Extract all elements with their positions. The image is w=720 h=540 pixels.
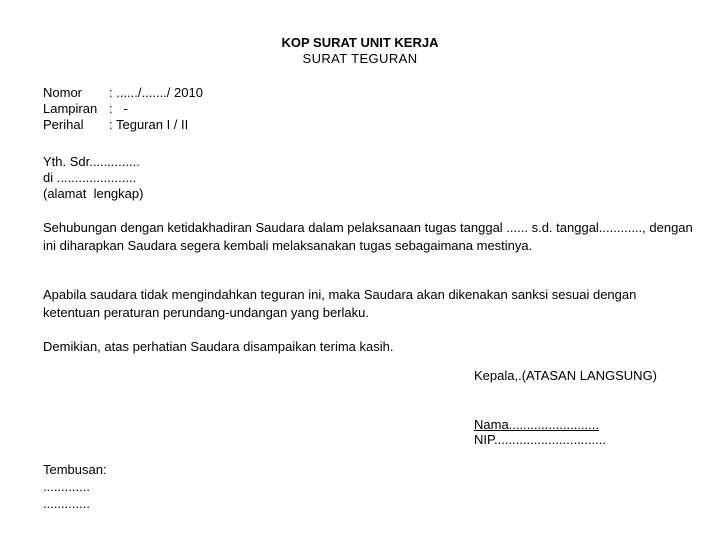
- letter-subtitle: SURAT TEGURAN: [302, 51, 418, 66]
- body-paragraph-2: Apabila saudara tidak mengindahkan teguran ini, maka Saudara akan dikenakan sanksi sesuai dengan ketentuan peraturan perundang-undangan yang berlaku.: [43, 287, 637, 320]
- meta-value: : -: [109, 101, 128, 116]
- cc-item: .............: [43, 479, 90, 494]
- signature-title: Kepala,.(ATASAN LANGSUNG): [474, 368, 658, 383]
- body-paragraph-1: Sehubungan dengan ketidakhadiran Saudara dalam pelaksanaan tugas tanggal ...... s.d. tanggal............, dengan ini diharapkan Saudara segera kembali melaksanakan tugas sebagaimana mestinya.: [43, 220, 693, 253]
- recipient-location: di ......................: [43, 170, 137, 185]
- recipient-full-address: (alamat lengkap): [43, 186, 144, 201]
- meta-label: Nomor: [43, 85, 83, 100]
- recipient-address: [43, 154, 143, 202]
- letterhead-title: KOP SURAT UNIT KERJA: [281, 35, 439, 50]
- signature-name: Nama.........................: [474, 417, 599, 432]
- signature-nip: NIP...............................: [474, 432, 606, 447]
- meta-label: Perihal: [43, 117, 84, 132]
- letter-meta: [43, 85, 203, 133]
- cc-label: Tembusan:: [43, 462, 107, 477]
- recipient-name: Yth. Sdr..............: [43, 154, 140, 169]
- carbon-copy: [43, 461, 107, 512]
- body-paragraph-3: Demikian, atas perhatian Saudara disampaikan terima kasih.: [43, 339, 394, 354]
- meta-value: : Teguran I / II: [109, 117, 189, 132]
- meta-value: : ....../......./ 2010: [109, 85, 203, 100]
- meta-label: Lampiran: [43, 101, 98, 116]
- meta-row-nomor: [43, 85, 203, 101]
- meta-row-lampiran: [43, 101, 203, 117]
- meta-row-perihal: [43, 117, 203, 133]
- cc-item: .............: [43, 496, 90, 511]
